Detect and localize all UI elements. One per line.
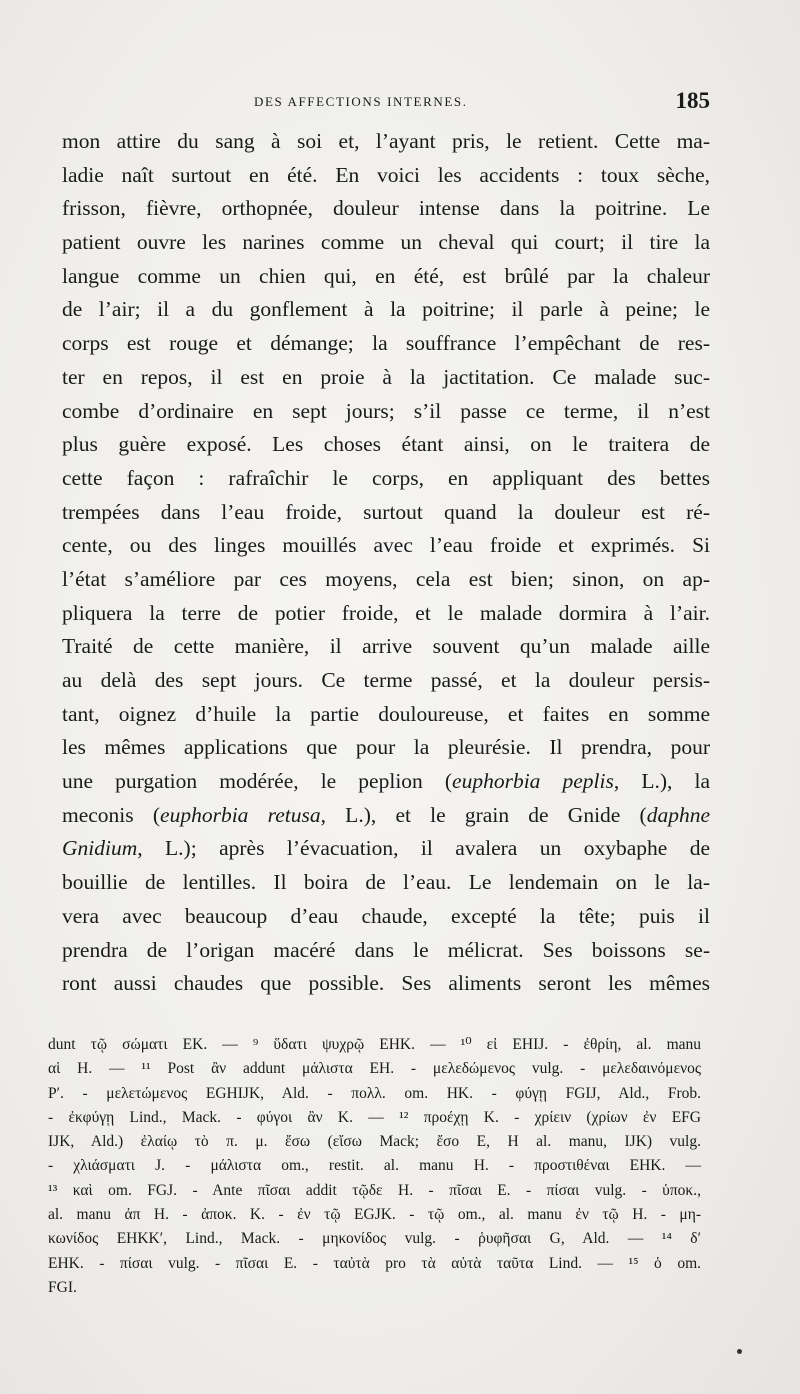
footnote-line: EHK. - πίσαι vulg. - πῖσαι E. - ταὐτὰ pro τὰ αὐτὰ ταῦτα Lind. — ¹⁵ ὁ om. (48, 1254, 701, 1272)
paper-speck (737, 1349, 742, 1354)
footnote-line: al. manu ἀπ H. - ἀποκ. K. - ἐν τῷ EGJK. - τῷ om., al. manu ἐν τῷ H. - μη- (48, 1206, 701, 1224)
text-line: cette façon : rafraîchir le corps, en appliquant des bettes (62, 465, 710, 490)
footnote-line: αἱ H. — ¹¹ Post ἂν addunt μάλιστα EH. - μελεδώμενος vulg. - μελεδαινόμενος (48, 1060, 701, 1078)
footnote-line: ¹³ καὶ om. FGJ. - Ante πῖσαι addit τῷδε H. - πῖσαι E. - πίσαι vulg. - ὑποκ., (48, 1181, 701, 1199)
footnote-line: - χλιάσματι J. - μάλιστα om., restit. al. manu H. - προστιθέναι EHK. — (48, 1157, 701, 1175)
text-line: combe d’ordinaire en sept jours; s’il passe ce terme, il n’est (62, 398, 710, 423)
main-text (62, 125, 710, 1001)
text-line: Traité de cette manière, il arrive souvent qu’un malade aille (62, 634, 710, 659)
text-line: vera avec beaucoup d’eau chaude, excepté la tête; puis il (62, 903, 710, 928)
text-line: tant, oignez d’huile la partie douloureuse, et faites en somme (62, 701, 710, 726)
text-line: plus guère exposé. Les choses étant ainsi, on le traitera de (62, 432, 710, 457)
text-line: au delà des sept jours. Ce terme passé, et la douleur persis- (62, 668, 710, 692)
text-line: bouillie de lentilles. Il boira de l’eau. Le lendemain on le la- (62, 870, 710, 895)
page-header (62, 88, 710, 118)
text-line: trempées dans l’eau froide, surtout quand la douleur est ré- (62, 499, 710, 524)
footnote-line: IJK, Ald.) ἐλαίῳ τὸ π. μ. ἔσω (εἴσω Mack; ἔσο E, H al. manu, IJK) vulg. (48, 1133, 701, 1151)
text-line: une purgation modérée, le peplion (euphorbia peplis, L.), la (62, 769, 710, 794)
footnote-line: κωνίδος EHKK′, Lind., Mack. - μηκονίδος vulg. - ῥυφῆσαι G, Ald. — ¹⁴ δ′ (48, 1230, 701, 1248)
text-line: corps est rouge et démange; la souffrance l’empêchant de res- (62, 331, 710, 356)
text-line: prendra de l’origan macéré dans le mélicrat. Ses boissons se- (62, 937, 710, 962)
text-line: cente, ou des linges mouillés avec l’eau froide et exprimés. Si (62, 533, 710, 558)
footnote-line: P′. - μελετώμενος EGHIJK, Ald. - πολλ. om. HK. - φύγῃ FGIJ, Ald., Frob. (48, 1084, 701, 1102)
text-line: pliquera la terre de potier froide, et le malade dormira à l’air. (62, 600, 710, 625)
text-line: langue comme un chien qui, en été, est brûlé par la chaleur (62, 263, 710, 288)
text-line: patient ouvre les narines comme un cheval qui court; il tire la (62, 230, 710, 255)
footnote-line: dunt τῷ σώματι EK. — ⁹ ὕδατι ψυχρῷ EHK. — ¹⁰ εἰ EHIJ. - ἐθρίη, al. manu (48, 1036, 701, 1053)
text-line: l’état s’améliore par ces moyens, cela est bien; sinon, on ap- (62, 566, 710, 591)
footnote-line: FGI. (48, 1278, 77, 1296)
text-line: ladie naît surtout en été. En voici les accidents : toux sèche, (62, 162, 710, 187)
text-line: de l’air; il a du gonflement à la poitrine; il parle à peine; le (62, 297, 710, 322)
text-line: ront aussi chaudes que possible. Ses aliments seront les mêmes (62, 971, 710, 996)
text-line: Gnidium, L.); après l’évacuation, il avalera un oxybaphe de (62, 836, 710, 861)
running-head: DES AFFECTIONS INTERNES. (254, 94, 468, 109)
text-line: frisson, fièvre, orthopnée, douleur intense dans la poitrine. Le (62, 196, 710, 221)
footnotes (48, 1033, 701, 1300)
text-line: ter en repos, il est en proie à la jactitation. Ce malade suc- (62, 364, 710, 389)
page-number: 185 (675, 88, 710, 113)
text-line: meconis (euphorbia retusa, L.), et le grain de Gnide (daphne (62, 802, 711, 827)
footnote-line: - ἐκφύγῃ Lind., Mack. - φύγοι ἂν K. — ¹² προέχῃ K. - χρίειν (χρίων ἐν EFG (48, 1108, 701, 1126)
text-line: mon attire du sang à soi et, l’ayant pris, le retient. Cette ma- (62, 129, 710, 153)
text-line: les mêmes applications que pour la pleurésie. Il prendra, pour (62, 735, 710, 760)
